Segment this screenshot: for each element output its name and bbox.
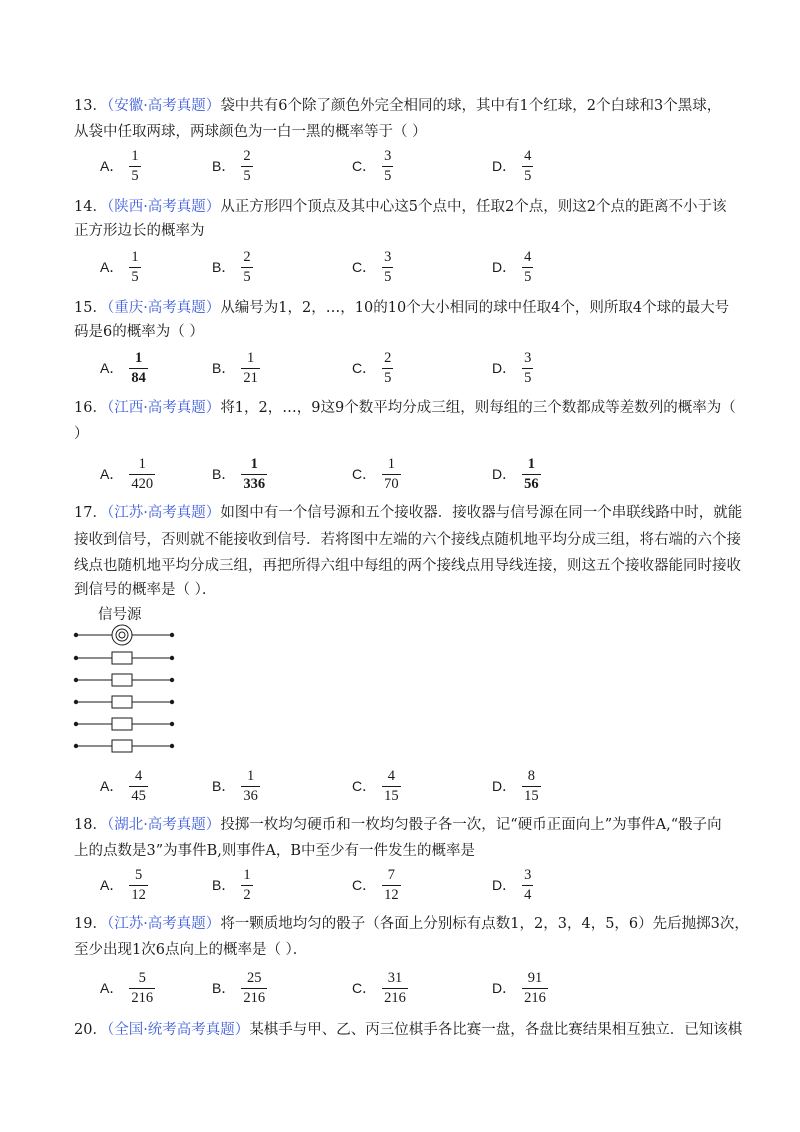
denominator: 5 — [524, 369, 532, 386]
option-c[interactable] — [352, 968, 408, 1008]
numerator: 4 — [524, 249, 532, 265]
question-text: 将1，2，…，9这9个数平均分成三组，则每组的三个数都成等差数列的概率为（ — [220, 400, 736, 416]
option-letter: C． — [352, 259, 377, 275]
question-17-line-2 — [74, 530, 741, 550]
fraction — [129, 971, 155, 1005]
numerator: 7 — [387, 867, 395, 883]
option-d[interactable] — [492, 865, 533, 905]
numerator: 1 — [138, 456, 146, 472]
option-letter: D． — [492, 877, 517, 893]
option-c[interactable] — [352, 865, 401, 905]
fraction — [522, 149, 533, 183]
denominator: 5 — [524, 167, 532, 184]
numerator: 1 — [134, 350, 143, 366]
question-16-options — [74, 454, 734, 494]
denominator: 216 — [524, 989, 546, 1006]
question-source: （江西·高考真题） — [106, 400, 221, 416]
option-letter: C． — [352, 158, 377, 174]
denominator: 5 — [131, 167, 139, 184]
receiver-4 — [112, 718, 132, 730]
numerator: 25 — [246, 970, 262, 986]
fraction — [129, 457, 155, 491]
question-text: 码是6的概率为（ ） — [74, 324, 204, 340]
question-14-line-2 — [74, 221, 205, 241]
numerator: 1 — [250, 456, 258, 472]
numerator: 2 — [243, 249, 251, 265]
numerator: 3 — [524, 350, 532, 366]
question-16-line-1 — [74, 398, 736, 418]
denominator: 56 — [524, 475, 539, 492]
denominator: 5 — [243, 268, 251, 285]
fraction — [382, 351, 393, 385]
fraction — [129, 868, 148, 902]
option-a[interactable] — [100, 454, 155, 494]
numerator: 1 — [527, 456, 535, 472]
option-b[interactable] — [212, 247, 253, 287]
question-source: （重庆·高考真题） — [106, 300, 221, 316]
question-13-line-1 — [74, 96, 721, 116]
numerator: 1 — [246, 768, 255, 784]
option-c[interactable] — [352, 766, 401, 806]
diagram-label: 信号源 — [98, 607, 142, 623]
option-letter: B． — [212, 360, 236, 376]
question-13-line-2 — [74, 122, 427, 142]
option-d[interactable] — [492, 348, 533, 388]
numerator: 1 — [131, 148, 139, 164]
question-text: 正方形边长的概率为 — [74, 223, 205, 239]
question-text: 到信号的概率是（ ）． — [74, 582, 217, 598]
receiver-3 — [112, 696, 132, 708]
numerator: 4 — [387, 768, 395, 784]
fraction — [241, 971, 267, 1005]
denominator: 216 — [243, 989, 266, 1006]
fraction — [241, 351, 260, 385]
question-text: 如图中有一个信号源和五个接收器．接收器与信号源在同一个串联线路中时，就能 — [220, 505, 743, 521]
fraction — [522, 351, 533, 385]
question-text: 接收到信号，否则就不能接收到信号．若将图中左端的六个接线点随机地平均分成三组，将右端的六个接 — [74, 532, 741, 548]
numerator: 1 — [131, 249, 139, 265]
option-b[interactable] — [212, 865, 253, 905]
option-letter: B． — [212, 980, 236, 996]
option-a[interactable] — [100, 146, 141, 186]
signal-source-inner — [119, 632, 125, 638]
option-letter: A． — [100, 360, 124, 376]
receiver-5 — [112, 740, 132, 752]
question-19-options — [74, 968, 734, 1008]
option-a[interactable] — [100, 968, 155, 1008]
numerator: 2 — [243, 148, 251, 164]
question-19-line-2 — [74, 940, 307, 960]
option-letter: A． — [100, 466, 124, 482]
fraction — [241, 457, 267, 491]
question-18-options — [74, 865, 734, 905]
question-17-line-3 — [74, 556, 741, 576]
option-letter: C． — [352, 980, 377, 996]
fraction — [522, 868, 533, 902]
option-letter: D． — [492, 259, 517, 275]
question-number: 14． — [74, 199, 107, 215]
question-text: 将一颗质地均匀的骰子（各面上分别标有点数1，2，3，4，5，6）先后抛掷3次， — [220, 916, 749, 932]
option-a[interactable] — [100, 766, 148, 806]
denominator: 4 — [524, 886, 532, 903]
signal-source-middle — [116, 629, 128, 641]
question-source: （陕西·高考真题） — [106, 199, 221, 215]
option-c[interactable] — [352, 348, 393, 388]
option-b[interactable] — [212, 968, 267, 1008]
numerator: 3 — [384, 148, 392, 164]
option-letter: D． — [492, 778, 517, 794]
question-20-line-1 — [74, 1020, 742, 1040]
option-c[interactable] — [352, 146, 393, 186]
fraction — [522, 457, 541, 491]
option-letter: B． — [212, 466, 236, 482]
fraction — [241, 769, 260, 803]
question-text: 袋中共有6个除了颜色外完全相同的球，其中有1个红球，2个白球和3个黑球， — [220, 98, 722, 114]
question-source: （湖北·高考真题） — [106, 817, 221, 833]
question-source: （江苏·高考真题） — [106, 916, 221, 932]
option-letter: A． — [100, 980, 124, 996]
question-text: ） — [74, 426, 89, 442]
numerator: 1 — [246, 350, 255, 366]
circuit-diagram — [70, 600, 190, 760]
receiver-2 — [112, 674, 132, 686]
denominator: 216 — [131, 989, 154, 1006]
numerator: 4 — [134, 768, 143, 784]
question-14-options — [74, 247, 734, 287]
denominator: 70 — [384, 475, 399, 492]
denominator: 21 — [243, 369, 258, 386]
option-letter: A． — [100, 158, 124, 174]
fraction — [382, 971, 408, 1005]
question-text: 投掷一枚均匀硬币和一枚均匀骰子各一次，记“硬币正面向上”为事件A,“骰子向 — [220, 817, 722, 833]
option-letter: B． — [212, 158, 236, 174]
question-number: 17． — [74, 505, 107, 521]
denominator: 5 — [131, 268, 139, 285]
option-letter: D． — [492, 360, 517, 376]
fraction — [522, 250, 533, 284]
question-16-line-2 — [74, 424, 89, 444]
denominator: 15 — [384, 787, 399, 804]
question-15-line-1 — [74, 298, 729, 318]
option-letter: D． — [492, 466, 517, 482]
fraction — [241, 250, 252, 284]
fraction — [382, 868, 401, 902]
denominator: 5 — [384, 167, 392, 184]
numerator: 31 — [387, 970, 403, 986]
fraction — [382, 149, 393, 183]
numerator: 1 — [387, 456, 395, 472]
fraction — [522, 971, 548, 1005]
denominator: 216 — [384, 989, 406, 1006]
option-d[interactable] — [492, 247, 533, 287]
option-c[interactable] — [352, 454, 401, 494]
option-letter: C． — [352, 778, 377, 794]
question-number: 15． — [74, 300, 107, 316]
denominator: 12 — [131, 886, 146, 903]
option-letter: B． — [212, 877, 236, 893]
fraction — [129, 149, 140, 183]
denominator: 5 — [243, 167, 251, 184]
fraction — [382, 769, 401, 803]
question-text: 线点也随机地平均分成三组，再把所得六组中每组的两个接线点用导线连接，则这五个接收器能同时接收 — [74, 558, 741, 574]
option-b[interactable] — [212, 454, 267, 494]
option-d[interactable] — [492, 968, 548, 1008]
question-text: 至少出现1次6点向上的概率是（ ）． — [74, 942, 308, 958]
question-17-options — [74, 766, 734, 806]
option-c[interactable] — [352, 247, 393, 287]
question-source: （安徽·高考真题） — [106, 98, 221, 114]
option-letter: D． — [492, 158, 517, 174]
numerator: 91 — [527, 970, 543, 986]
option-letter: D． — [492, 980, 517, 996]
question-text: 上的点数是3”为事件B,则事件A，B中至少有一件发生的概率是 — [74, 843, 476, 859]
question-18-line-2 — [74, 841, 475, 861]
option-b[interactable] — [212, 766, 260, 806]
question-number: 16． — [74, 400, 107, 416]
question-number: 18． — [74, 817, 107, 833]
question-text: 从袋中任取两球，两球颜色为一白一黑的概率等于（ ） — [74, 124, 427, 140]
numerator: 3 — [524, 867, 532, 883]
numerator: 5 — [138, 970, 146, 986]
denominator: 420 — [131, 475, 154, 492]
question-number: 13． — [74, 98, 107, 114]
option-a[interactable] — [100, 348, 148, 388]
numerator: 1 — [243, 867, 251, 883]
option-b[interactable] — [212, 146, 253, 186]
denominator: 5 — [384, 369, 392, 386]
option-d[interactable] — [492, 766, 541, 806]
denominator: 36 — [243, 787, 258, 804]
option-d[interactable] — [492, 454, 541, 494]
question-text: 从编号为1，2，…，10的10个大小相同的球中任取4个，则所取4个球的最大号 — [220, 300, 730, 316]
option-b[interactable] — [212, 348, 260, 388]
option-letter: A． — [100, 778, 124, 794]
option-letter: A． — [100, 259, 124, 275]
numerator: 8 — [527, 768, 535, 784]
numerator: 5 — [134, 867, 143, 883]
option-d[interactable] — [492, 146, 533, 186]
option-letter: A． — [100, 877, 124, 893]
question-17-line-4 — [74, 580, 216, 600]
numerator: 2 — [384, 350, 392, 366]
denominator: 84 — [131, 369, 146, 386]
question-13-options — [74, 146, 734, 186]
signal-source-outer — [112, 625, 132, 645]
receiver-1 — [112, 652, 132, 664]
option-letter: C． — [352, 466, 377, 482]
denominator: 12 — [384, 886, 399, 903]
question-15-options — [74, 348, 734, 388]
numerator: 3 — [384, 249, 392, 265]
question-15-line-2 — [74, 322, 204, 342]
denominator: 45 — [131, 787, 146, 804]
question-source: （江苏·高考真题） — [106, 505, 221, 521]
question-text: 从正方形四个顶点及其中心这5个点中，任取2个点，则这2个点的距离不小于该 — [220, 199, 727, 215]
question-14-line-1 — [74, 197, 727, 217]
denominator: 336 — [243, 475, 266, 492]
question-source: （全国·统考高考真题） — [106, 1022, 250, 1038]
question-17-line-1 — [74, 503, 742, 523]
option-letter: B． — [212, 778, 236, 794]
fraction — [129, 250, 140, 284]
denominator: 5 — [524, 268, 532, 285]
fraction — [129, 351, 148, 385]
fraction — [522, 769, 541, 803]
question-19-line-1 — [74, 914, 749, 934]
question-18-line-1 — [74, 815, 722, 835]
fraction — [382, 457, 401, 491]
denominator: 15 — [524, 787, 539, 804]
option-a[interactable] — [100, 865, 148, 905]
question-number: 20． — [74, 1022, 107, 1038]
denominator: 2 — [243, 886, 251, 903]
fraction — [129, 769, 148, 803]
numerator: 4 — [524, 148, 532, 164]
option-letter: C． — [352, 877, 377, 893]
option-letter: C． — [352, 360, 377, 376]
fraction — [382, 250, 393, 284]
question-text: 某棋手与甲、乙、丙三位棋手各比赛一盘，各盘比赛结果相互独立．已知该棋 — [249, 1022, 743, 1038]
question-number: 19． — [74, 916, 107, 932]
denominator: 5 — [384, 268, 392, 285]
fraction — [241, 868, 252, 902]
option-a[interactable] — [100, 247, 141, 287]
option-letter: B． — [212, 259, 236, 275]
fraction — [241, 149, 252, 183]
